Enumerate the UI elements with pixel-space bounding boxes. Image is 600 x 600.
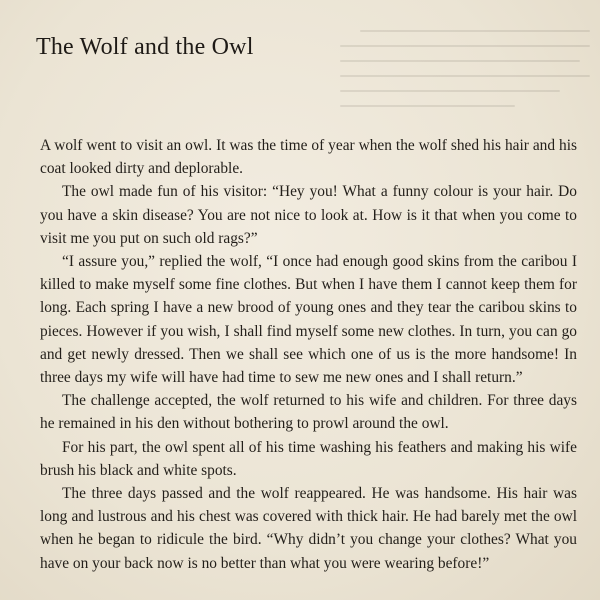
paragraph: A wolf went to visit an owl. It was the time of year when the wolf shed his hair and his coat looked dirty and deplorable. — [40, 137, 577, 178]
paragraph: For his part, the owl spent all of his time washing his feathers and making his wife brush his black and white spots. — [40, 438, 577, 479]
paragraph: The challenge accepted, the wolf returned to his wife and children. For three days he remained in his den without bothering to prowl around the owl. — [40, 392, 577, 433]
paragraph: The three days passed and the wolf reappeared. He was handsome. His hair was long and lustrous and his chest was covered with thick hair. He had barely met the owl when he began to ridicule the bird. “Why didn’t you change your clothes? What you have on your back now is no better than what you were wearing before!” — [40, 485, 577, 572]
story-title: The Wolf and the Owl — [36, 34, 254, 60]
show-through-text — [340, 30, 590, 145]
paragraph: The owl made fun of his visitor: “Hey you! What a funny colour is your hair. Do you have a skin disease? You are not nice to look at. How is it that when you come to visit me you put on such old rags?” — [40, 183, 577, 247]
story-body — [40, 134, 577, 575]
paragraph: “I assure you,” replied the wolf, “I once had enough good skins from the caribou I killed to make myself some fine clothes. But when I have them I cannot keep them for long. Each spring I have a new brood of young ones and they tear the caribou skins to pieces. However if you wish, I shall find myself some new clothes. In turn, you can go and get newly dressed. Then we shall see which one of us is the more handsome! In three days my wife will have had time to sew me new ones and I shall return.” — [40, 253, 577, 387]
